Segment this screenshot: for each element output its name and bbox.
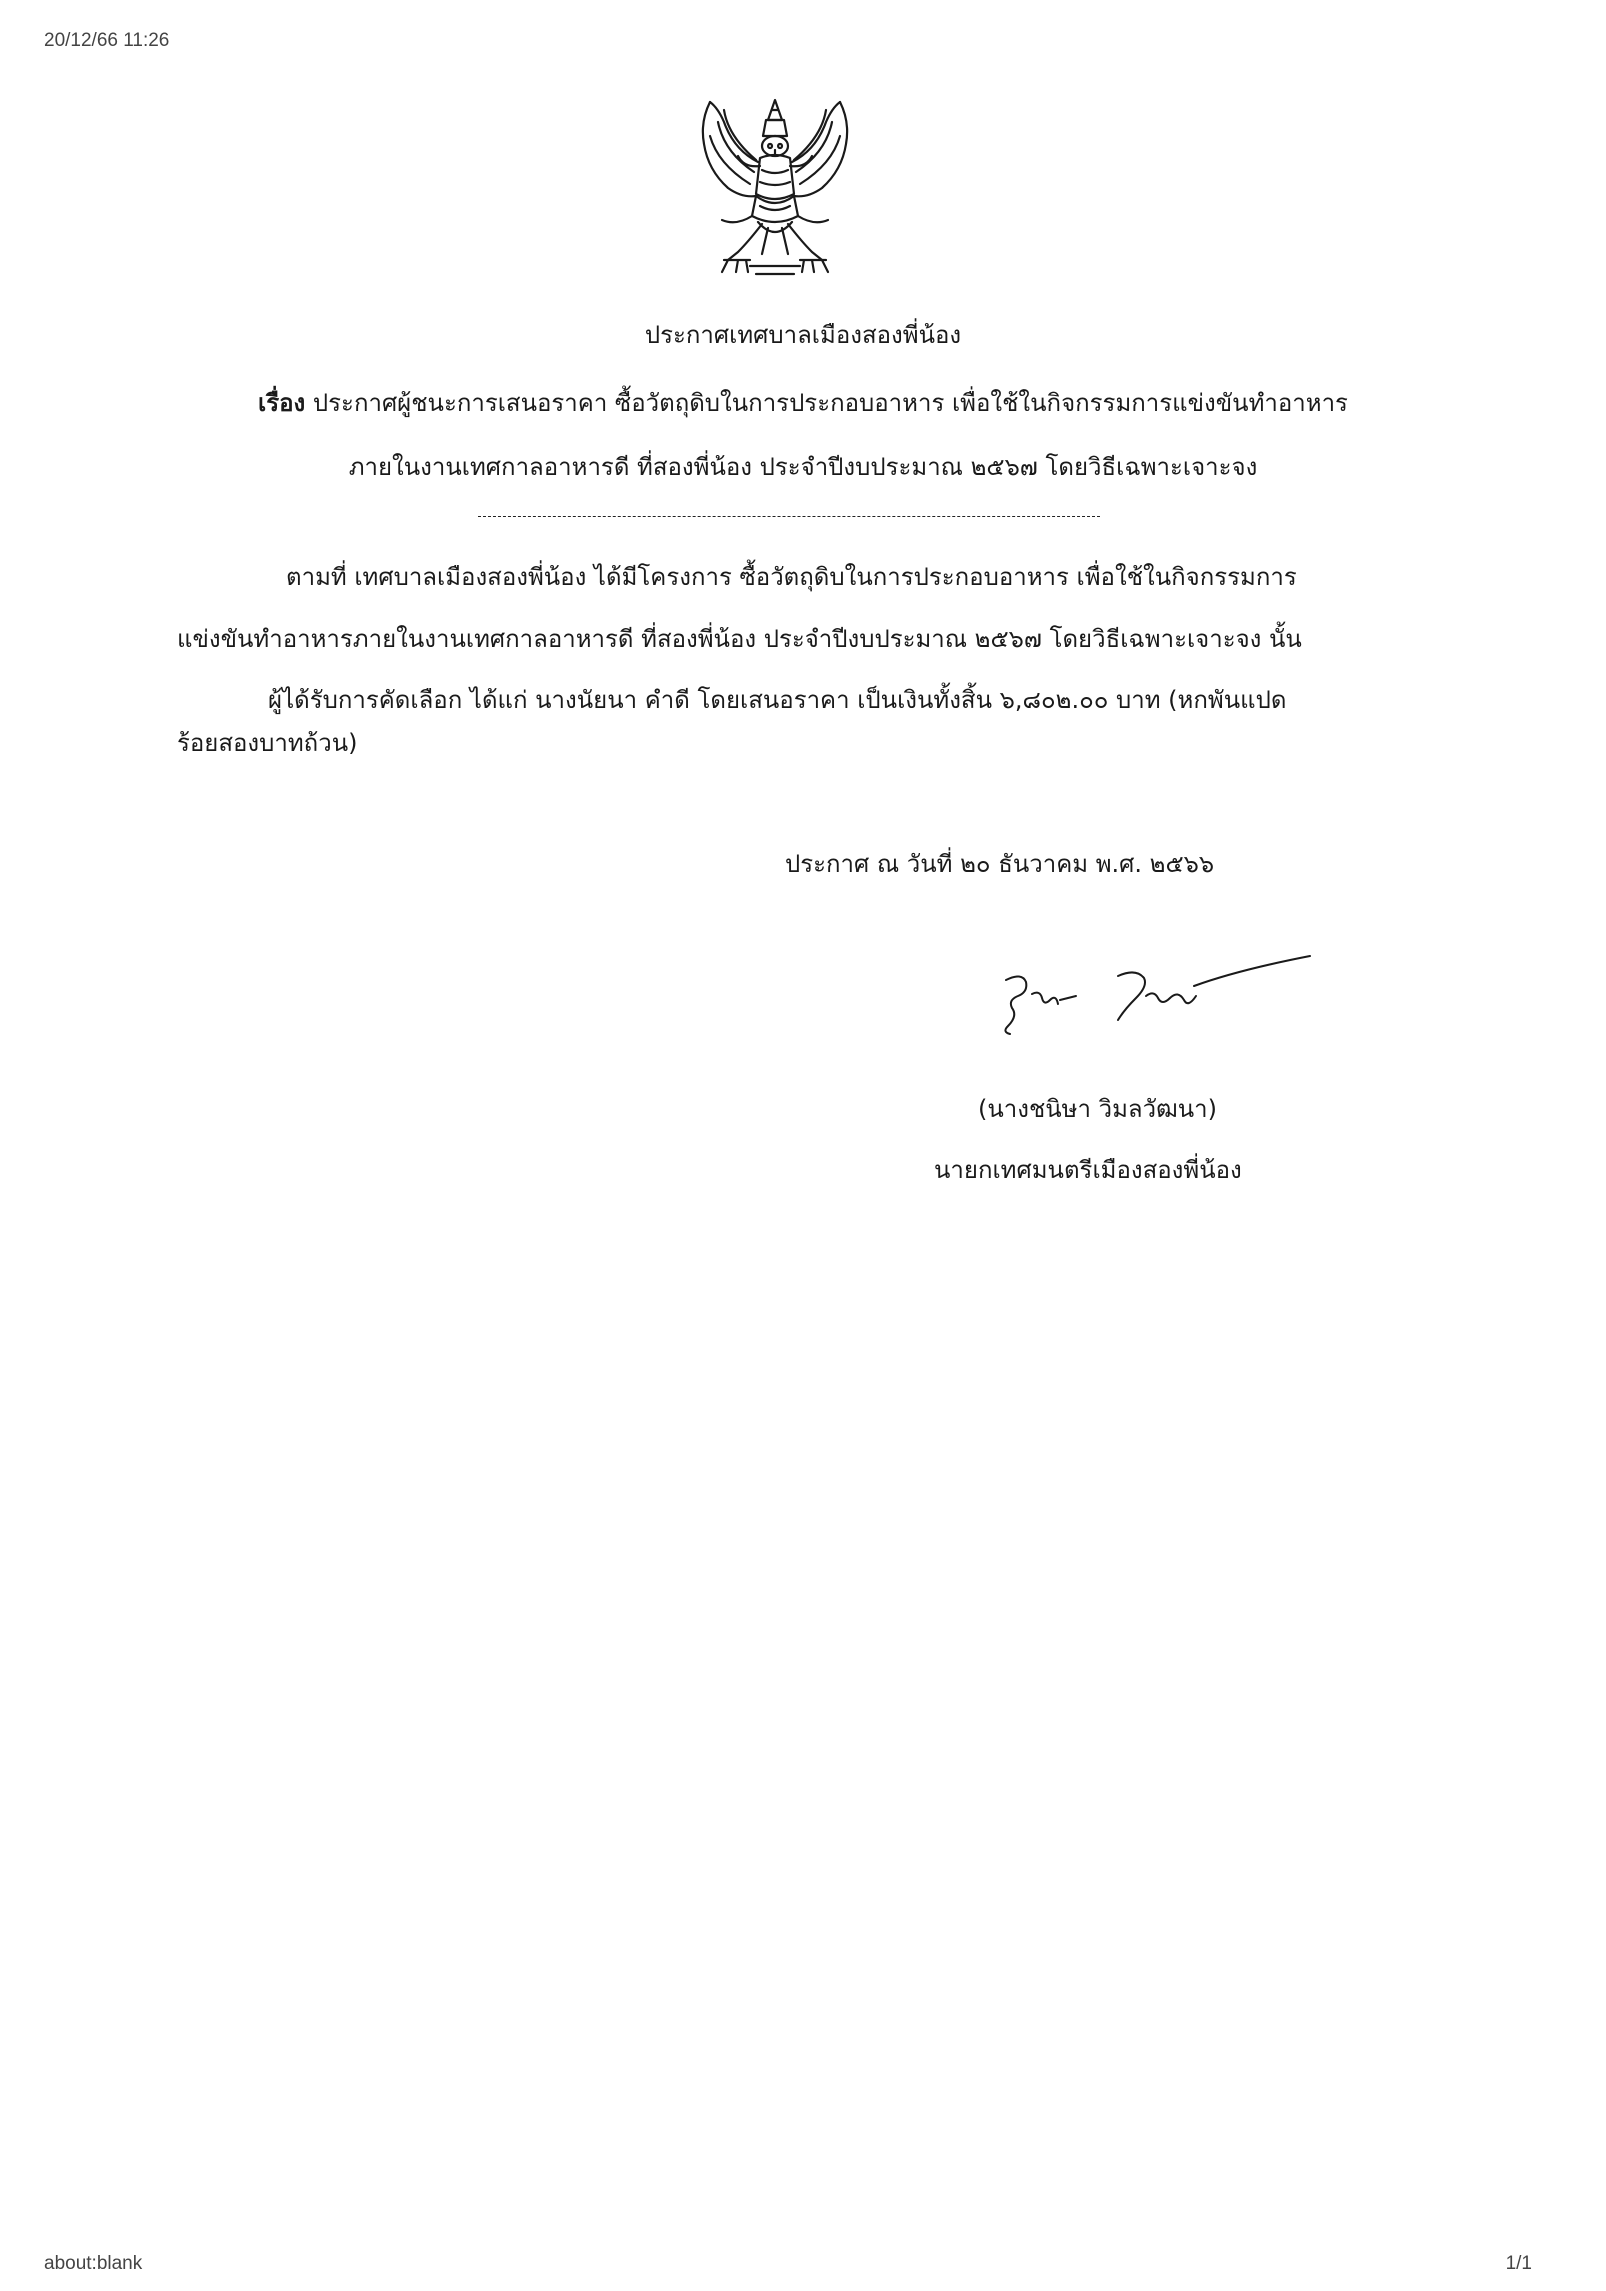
paragraph-1-line-2: แข่งขันทำอาหารภายในงานเทศกาลอาหารดี ที่สองพี่น้อง ประจำปีงบประมาณ ๒๕๖๗ โดยวิธีเฉพาะเจาะจง นั้น: [177, 625, 1302, 653]
paragraph-1-line-1: ตามที่ เทศบาลเมืองสองพี่น้อง ได้มีโครงการ ซื้อวัตถุดิบในการประกอบอาหาร เพื่อใช้ในกิจกรรมการ: [286, 563, 1297, 591]
garuda-emblem-icon: [688, 92, 862, 290]
subject-prefix: เรื่อง: [258, 389, 306, 417]
separator-line: [478, 516, 1100, 517]
subject-line-2: ภายในงานเทศกาลอาหารดี ที่สองพี่น้อง ประจำปีงบประมาณ ๒๕๖๗ โดยวิธีเฉพาะเจาะจง: [348, 453, 1258, 481]
print-page-number: 1/1: [1505, 2253, 1532, 2274]
subject-text-1: ประกาศผู้ชนะการเสนอราคา ซื้อวัตถุดิบในการประกอบอาหาร เพื่อใช้ในกิจกรรมการแข่งขันทำอาหาร: [312, 389, 1348, 417]
print-timestamp: 20/12/66 11:26: [44, 30, 170, 51]
document-issuer: ประกาศเทศบาลเมืองสองพี่น้อง: [644, 321, 962, 349]
paragraph-2-line-1: ผู้ได้รับการคัดเลือก ได้แก่ นางนัยนา คำดี โดยเสนอราคา เป็นเงินทั้งสิ้น ๖,๘๐๒.๐๐ บาท (หกพันแปด: [268, 686, 1287, 714]
print-url: about:blank: [44, 2253, 143, 2274]
signer-title: นายกเทศมนตรีเมืองสองพี่น้อง: [934, 1156, 1242, 1184]
announcement-date: ประกาศ ณ วันที่ ๒๐ ธันวาคม พ.ศ. ๒๕๖๖: [785, 850, 1215, 878]
handwritten-signature: [998, 950, 1318, 1040]
signer-name: (นางชนิษา วิมลวัฒนา): [978, 1095, 1217, 1123]
subject-line-1: [0, 391, 1606, 415]
paragraph-2-line-2: ร้อยสองบาทถ้วน): [177, 729, 358, 757]
